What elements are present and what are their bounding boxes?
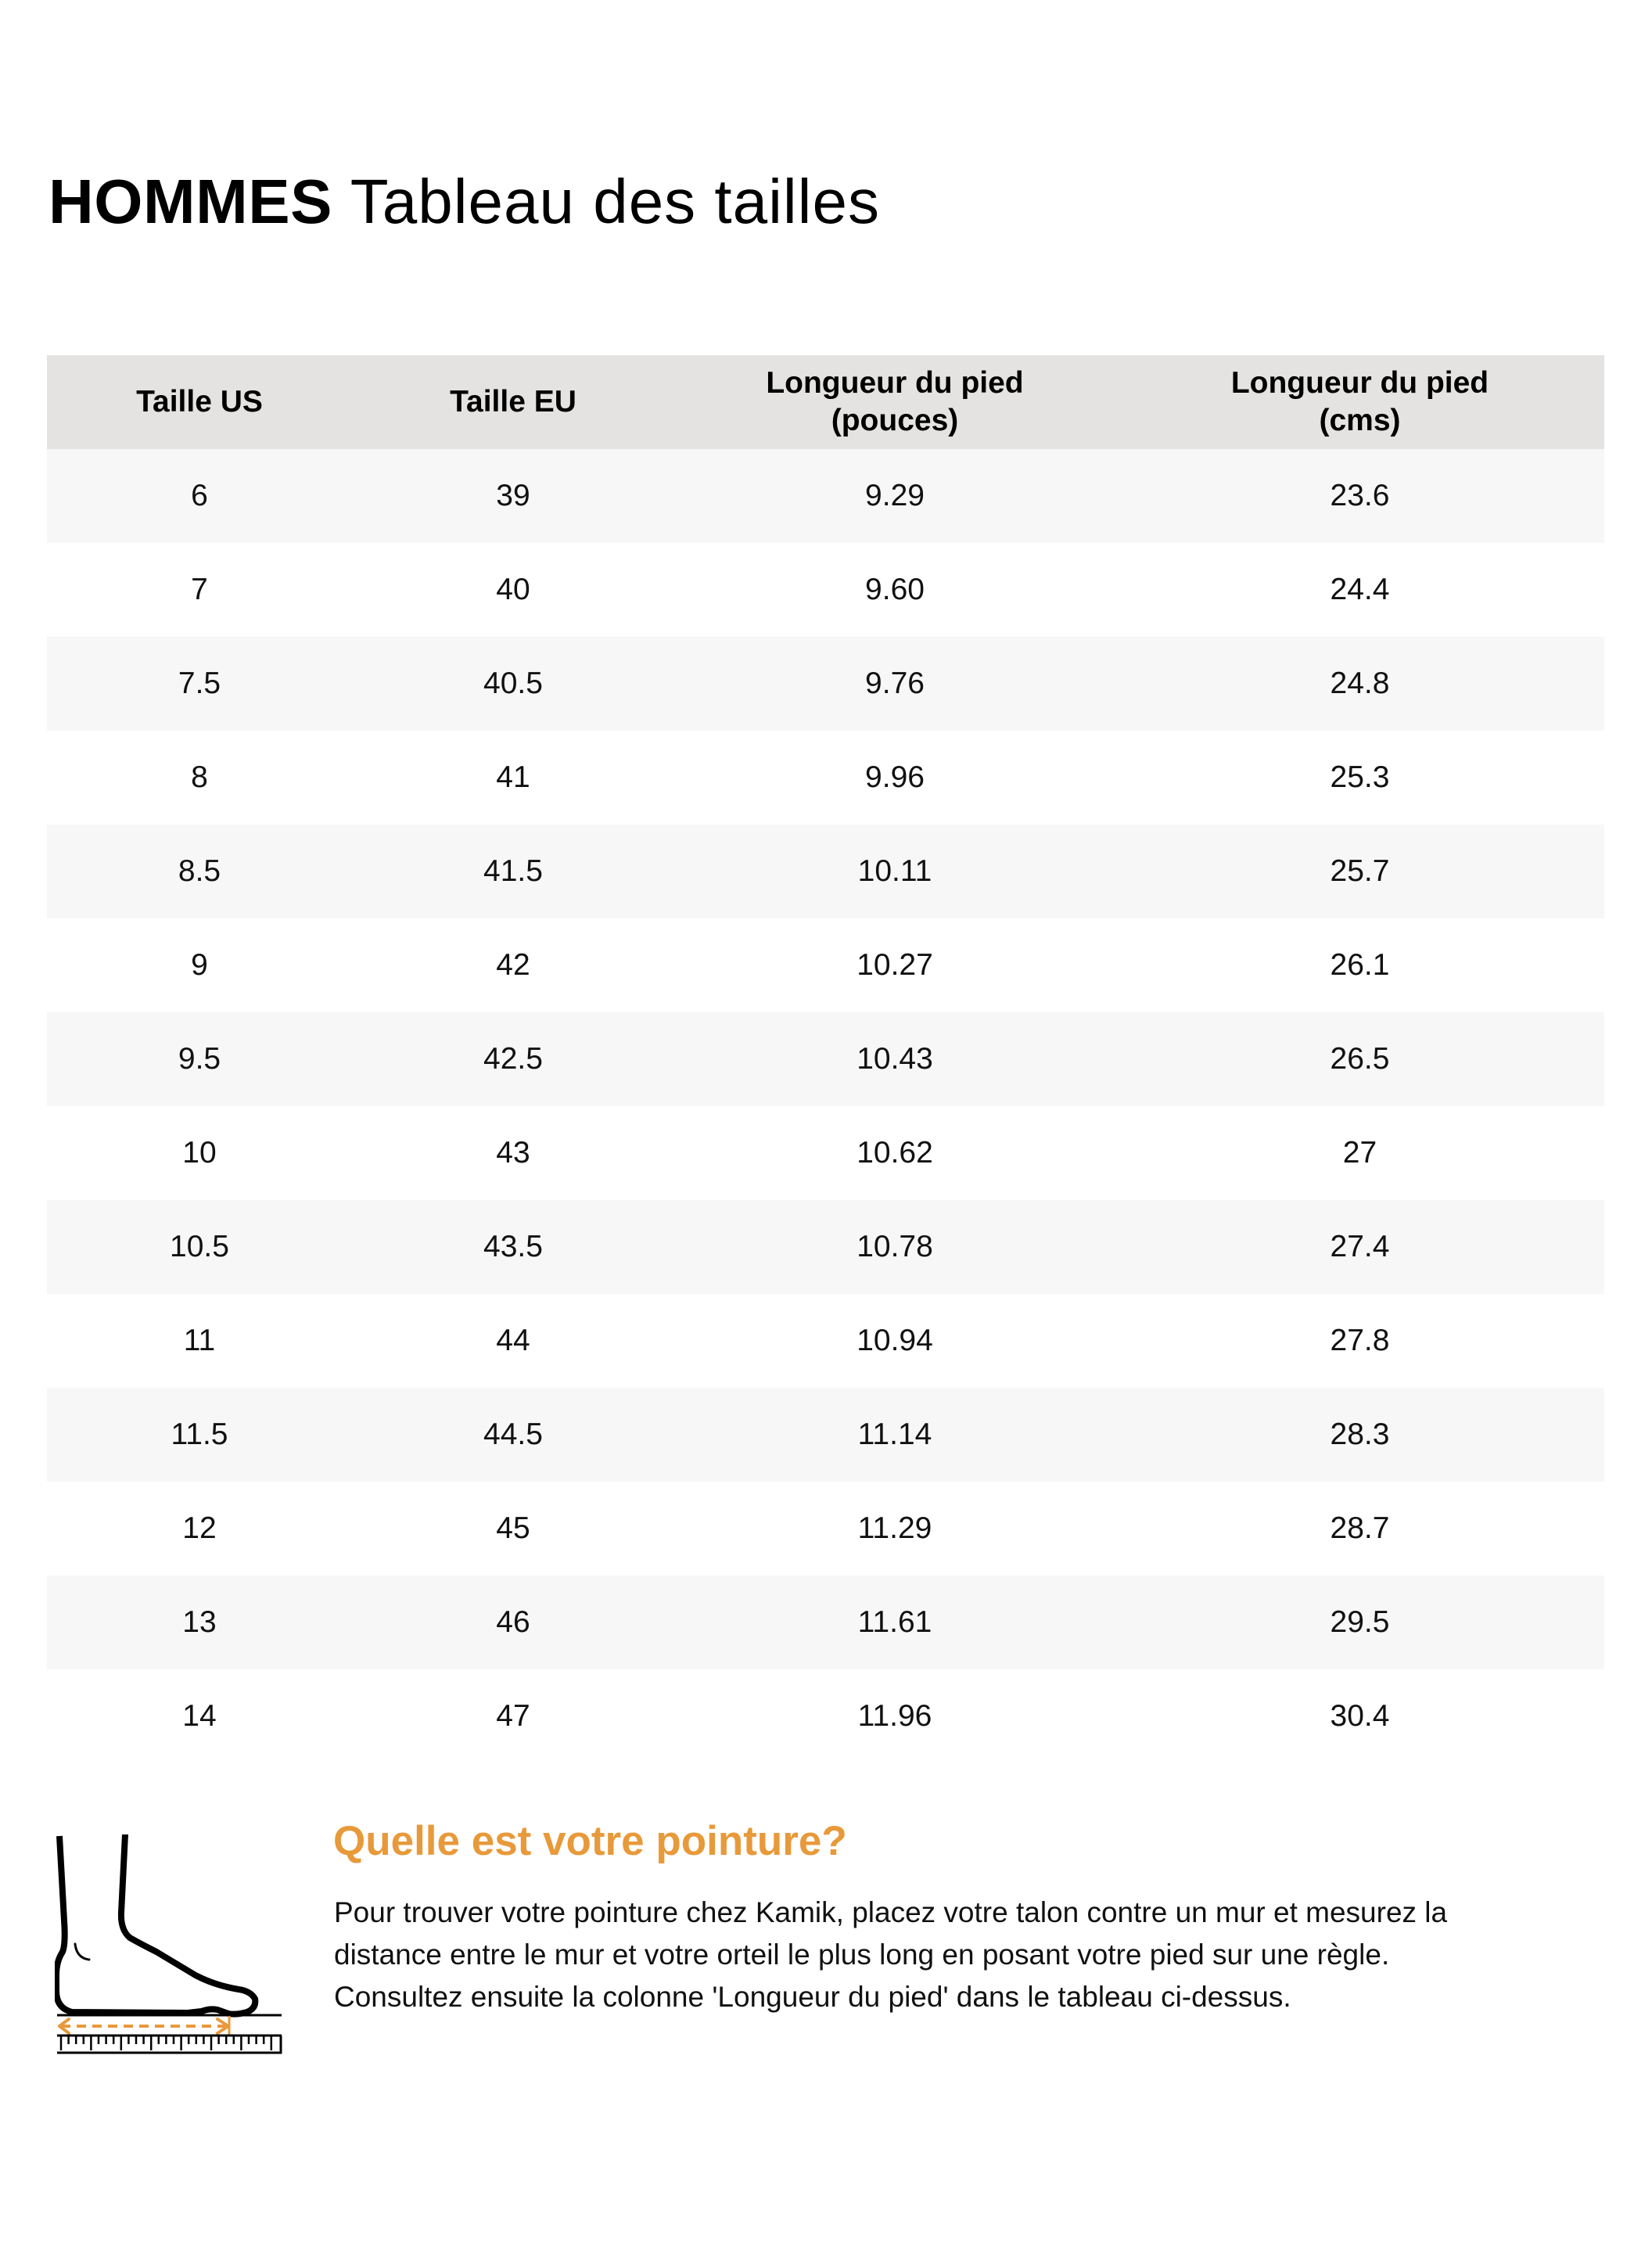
- table-row: [47, 1012, 1604, 1106]
- cell-eu-size: 39: [496, 479, 530, 512]
- table-row: [47, 1294, 1604, 1388]
- cell-foot-length-cm: 30.4: [1330, 1699, 1390, 1733]
- table-row: [47, 1482, 1604, 1576]
- page-title-strong: HOMMES: [48, 167, 332, 236]
- cell-foot-length-cm: 28.3: [1330, 1418, 1390, 1451]
- cell-us-size: 10.5: [170, 1230, 229, 1263]
- header-line-sub: (pouces): [831, 404, 959, 437]
- cell-foot-length-cm: 24.4: [1330, 573, 1390, 606]
- cell-foot-length-inches: 10.11: [857, 854, 932, 888]
- cell-foot-length-inches: 11.14: [857, 1418, 932, 1451]
- cell-us-size: 7.5: [178, 667, 221, 700]
- cell-us-size: 14: [182, 1699, 217, 1733]
- table-row: [47, 1200, 1604, 1294]
- cell-foot-length-cm: 25.7: [1330, 854, 1390, 888]
- cell-foot-length-cm: 27: [1342, 1136, 1377, 1170]
- cell-us-size: 7: [191, 573, 208, 606]
- help-body-line: distance entre le mur et votre orteil le plus long en posant votre pied sur une règle.: [334, 1939, 1390, 1971]
- cell-foot-length-inches: 10.94: [857, 1324, 933, 1357]
- table-header: [47, 355, 1604, 449]
- help-heading: Quelle est votre pointure?: [333, 1818, 847, 1864]
- cell-us-size: 6: [191, 479, 208, 512]
- page-title: [48, 163, 880, 241]
- table-row: [47, 1576, 1604, 1669]
- header-eu-size: [352, 355, 674, 449]
- cell-eu-size: 47: [496, 1699, 530, 1733]
- table-row: [47, 731, 1604, 825]
- cell-foot-length-cm: 27.4: [1330, 1230, 1390, 1263]
- cell-foot-length-inches: 10.27: [857, 948, 933, 982]
- table-row: [47, 1669, 1604, 1763]
- header-line: Taille EU: [450, 385, 576, 419]
- cell-foot-length-cm: 26.1: [1330, 948, 1390, 982]
- cell-eu-size: 45: [496, 1511, 530, 1545]
- cell-foot-length-cm: 24.8: [1330, 667, 1390, 700]
- cell-foot-length-inches: 9.29: [865, 479, 925, 512]
- cell-us-size: 8: [191, 760, 208, 794]
- cell-us-size: 11.5: [171, 1418, 228, 1451]
- table-row: [47, 449, 1604, 543]
- header-line: Longueur du pied: [1230, 366, 1489, 400]
- cell-us-size: 13: [182, 1605, 217, 1639]
- cell-foot-length-inches: 9.76: [865, 667, 925, 700]
- cell-foot-length-inches: 10.43: [857, 1042, 933, 1076]
- cell-foot-length-inches: 9.60: [865, 573, 925, 606]
- cell-eu-size: 44: [496, 1324, 530, 1357]
- cell-foot-length-inches: 11.96: [857, 1699, 932, 1733]
- page-title-light: Tableau des tailles: [350, 167, 880, 236]
- cell-us-size: 11: [183, 1324, 216, 1357]
- header-line: Taille US: [136, 385, 263, 419]
- help-body-line: Pour trouver votre pointure chez Kamik, placez votre talon contre un mur et mesurez la: [334, 1896, 1448, 1928]
- foot-measure-icon: [55, 1834, 286, 2055]
- table-row: [47, 1106, 1604, 1200]
- table-row: [47, 543, 1604, 637]
- cell-us-size: 9: [191, 948, 208, 982]
- cell-us-size: 12: [182, 1511, 217, 1545]
- header-line-sub: (cms): [1319, 404, 1401, 437]
- header-us-size: [47, 355, 352, 449]
- help-body: [334, 1892, 1447, 2018]
- cell-foot-length-cm: 28.7: [1330, 1511, 1390, 1545]
- table-row: [47, 918, 1604, 1012]
- cell-eu-size: 43: [496, 1136, 530, 1170]
- cell-us-size: 9.5: [178, 1042, 221, 1076]
- cell-eu-size: 41.5: [483, 854, 543, 888]
- cell-foot-length-cm: 27.8: [1330, 1324, 1390, 1357]
- cell-eu-size: 43.5: [483, 1230, 543, 1263]
- cell-foot-length-cm: 29.5: [1330, 1605, 1390, 1639]
- cell-eu-size: 42.5: [483, 1042, 543, 1076]
- cell-us-size: 8.5: [178, 854, 221, 888]
- cell-foot-length-cm: 23.6: [1330, 479, 1390, 512]
- header-line: Longueur du pied: [766, 366, 1024, 400]
- table-row: [47, 637, 1604, 731]
- table-row: [47, 1388, 1604, 1482]
- size-chart-table: [47, 355, 1604, 1763]
- cell-foot-length-inches: 9.96: [865, 760, 925, 794]
- cell-foot-length-cm: 26.5: [1330, 1042, 1390, 1076]
- cell-eu-size: 40: [496, 573, 530, 606]
- cell-foot-length-inches: 11.61: [857, 1605, 932, 1639]
- cell-foot-length-inches: 11.29: [857, 1511, 932, 1545]
- header-foot-length-inches: [674, 355, 1115, 449]
- header-foot-length-cm: [1115, 355, 1604, 449]
- help-body-line: Consultez ensuite la colonne 'Longueur du pied' dans le tableau ci-dessus.: [334, 1981, 1291, 2013]
- cell-foot-length-inches: 10.62: [857, 1136, 933, 1170]
- table-row: [47, 825, 1604, 918]
- cell-eu-size: 41: [496, 760, 530, 794]
- cell-eu-size: 40.5: [483, 667, 543, 700]
- cell-eu-size: 42: [496, 948, 530, 982]
- cell-us-size: 10: [182, 1136, 217, 1170]
- cell-eu-size: 46: [496, 1605, 530, 1639]
- cell-eu-size: 44.5: [483, 1418, 543, 1451]
- cell-foot-length-inches: 10.78: [857, 1230, 933, 1263]
- table-body: [47, 449, 1604, 1763]
- cell-foot-length-cm: 25.3: [1330, 760, 1390, 794]
- table-header-row: [47, 355, 1604, 449]
